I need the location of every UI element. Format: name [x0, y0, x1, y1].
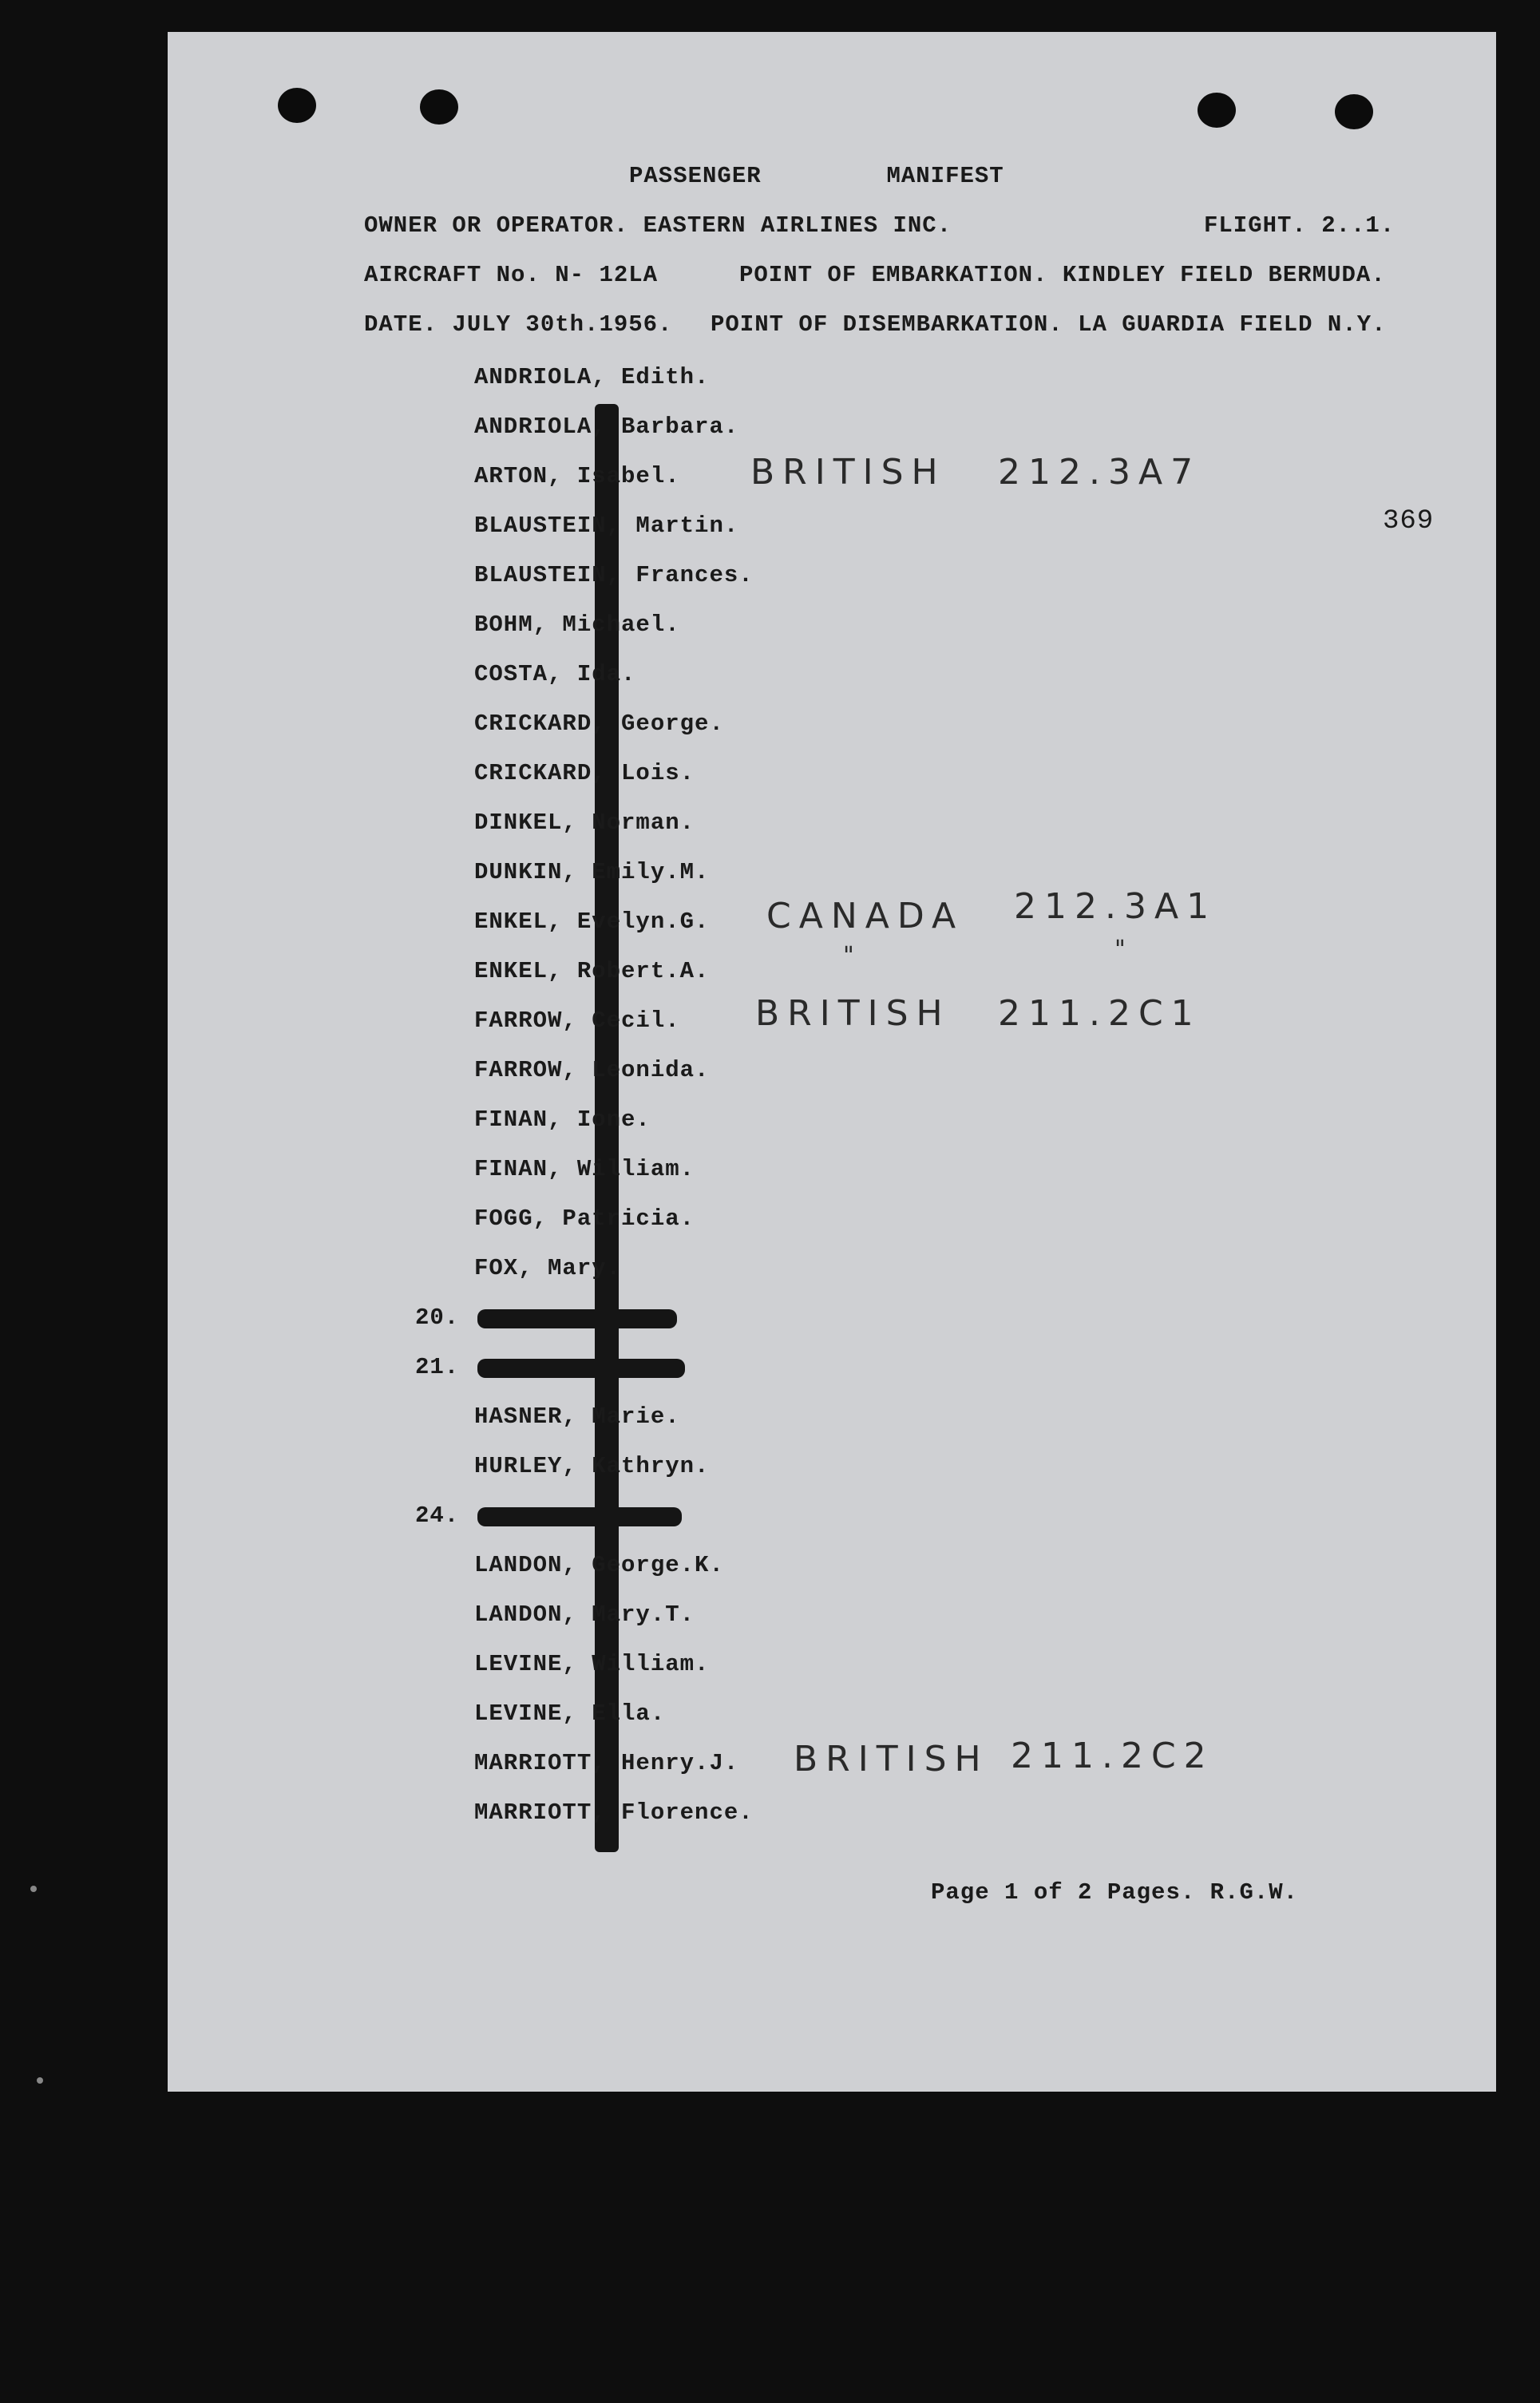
handwritten-code: 211.2C1 — [998, 993, 1202, 1034]
row-number: 21. — [415, 1354, 460, 1380]
row-number: 24. — [415, 1502, 460, 1529]
page-footer: Page 1 of 2 Pages. R.G.W. — [931, 1879, 1299, 1906]
passenger-name: MARRIOTT, Henry.J. — [474, 1750, 739, 1776]
passenger-name: FOGG, Patricia. — [474, 1205, 695, 1232]
passenger-name: LEVINE, Ella. — [474, 1700, 666, 1727]
page-stamp-number: 369 — [1383, 506, 1435, 536]
manifest-title — [629, 163, 1004, 189]
handwritten-code: 212.3A1 — [1014, 886, 1217, 927]
title-manifest: MANIFEST — [886, 163, 1004, 189]
scan-speck — [30, 1886, 37, 1892]
passenger-name: FOX, Mary. — [474, 1255, 622, 1281]
punch-hole — [1198, 93, 1236, 128]
handwritten-nationality: BRITISH — [794, 1739, 989, 1779]
passenger-name: CRICKARD, George. — [474, 711, 724, 737]
passenger-name: DINKEL, Norman. — [474, 810, 695, 836]
flight-line: FLIGHT. 2..1. — [1204, 212, 1396, 239]
manifest-sheet — [168, 32, 1496, 2092]
punch-hole — [1335, 94, 1373, 129]
passenger-name: ENKEL, Evelyn.G. — [474, 909, 710, 935]
row-number: 20. — [415, 1304, 460, 1331]
passenger-name: ENKEL, Robert.A. — [474, 958, 710, 984]
passenger-name: BLAUSTEIN, Frances. — [474, 562, 754, 588]
passenger-name: HURLEY, Kathryn. — [474, 1453, 710, 1479]
passenger-name: FINAN, William. — [474, 1156, 695, 1182]
handwritten-ditto: " — [1114, 936, 1134, 964]
passenger-name: CRICKARD, Lois. — [474, 760, 695, 786]
title-passenger: PASSENGER — [629, 163, 762, 189]
passenger-name: FINAN, Ione. — [474, 1106, 651, 1133]
punch-hole — [420, 89, 458, 125]
handwritten-ditto: " — [843, 942, 862, 970]
passenger-name: LEVINE, William. — [474, 1651, 710, 1677]
passenger-name: MARRIOTT, Florence. — [474, 1799, 754, 1826]
handwritten-code: 212.3A7 — [998, 452, 1202, 493]
aircraft-line: AIRCRAFT No. N- 12LA — [364, 262, 659, 288]
passenger-name: COSTA, Ida. — [474, 661, 636, 687]
passenger-name: ANDRIOLA, Edith. — [474, 364, 710, 390]
punch-hole — [278, 88, 316, 123]
passenger-name: DUNKIN, Emily.M. — [474, 859, 710, 885]
scan-speck — [37, 2077, 43, 2084]
redacted-name — [477, 1507, 682, 1526]
passenger-name: BLAUSTEIN, Martin. — [474, 513, 739, 539]
redacted-name — [477, 1359, 685, 1378]
disembarkation-line: POINT OF DISEMBARKATION. LA GUARDIA FIELD N.Y. — [711, 311, 1387, 338]
passenger-name: FARROW, Cecil. — [474, 1008, 680, 1034]
handwritten-code: 211.2C2 — [1011, 1736, 1214, 1776]
passenger-name: FARROW, Leonida. — [474, 1057, 710, 1083]
passenger-name: ARTON, Isabel. — [474, 463, 680, 489]
passenger-name: LANDON, Mary.T. — [474, 1601, 695, 1628]
redacted-name — [477, 1309, 677, 1328]
handwritten-nationality: CANADA — [766, 896, 964, 936]
passenger-name: BOHM, Michael. — [474, 612, 680, 638]
embarkation-line: POINT OF EMBARKATION. KINDLEY FIELD BERMUDA. — [739, 262, 1386, 288]
handwritten-nationality: BRITISH — [755, 993, 951, 1034]
owner-line: OWNER OR OPERATOR. EASTERN AIRLINES INC. — [364, 212, 952, 239]
passenger-name: LANDON, George.K. — [474, 1552, 724, 1578]
handwritten-nationality: BRITISH — [750, 452, 946, 493]
passenger-name: ANDRIOLA, Barbara. — [474, 414, 739, 440]
passenger-name: HASNER, Marie. — [474, 1403, 680, 1430]
date-line: DATE. JULY 30th.1956. — [364, 311, 673, 338]
